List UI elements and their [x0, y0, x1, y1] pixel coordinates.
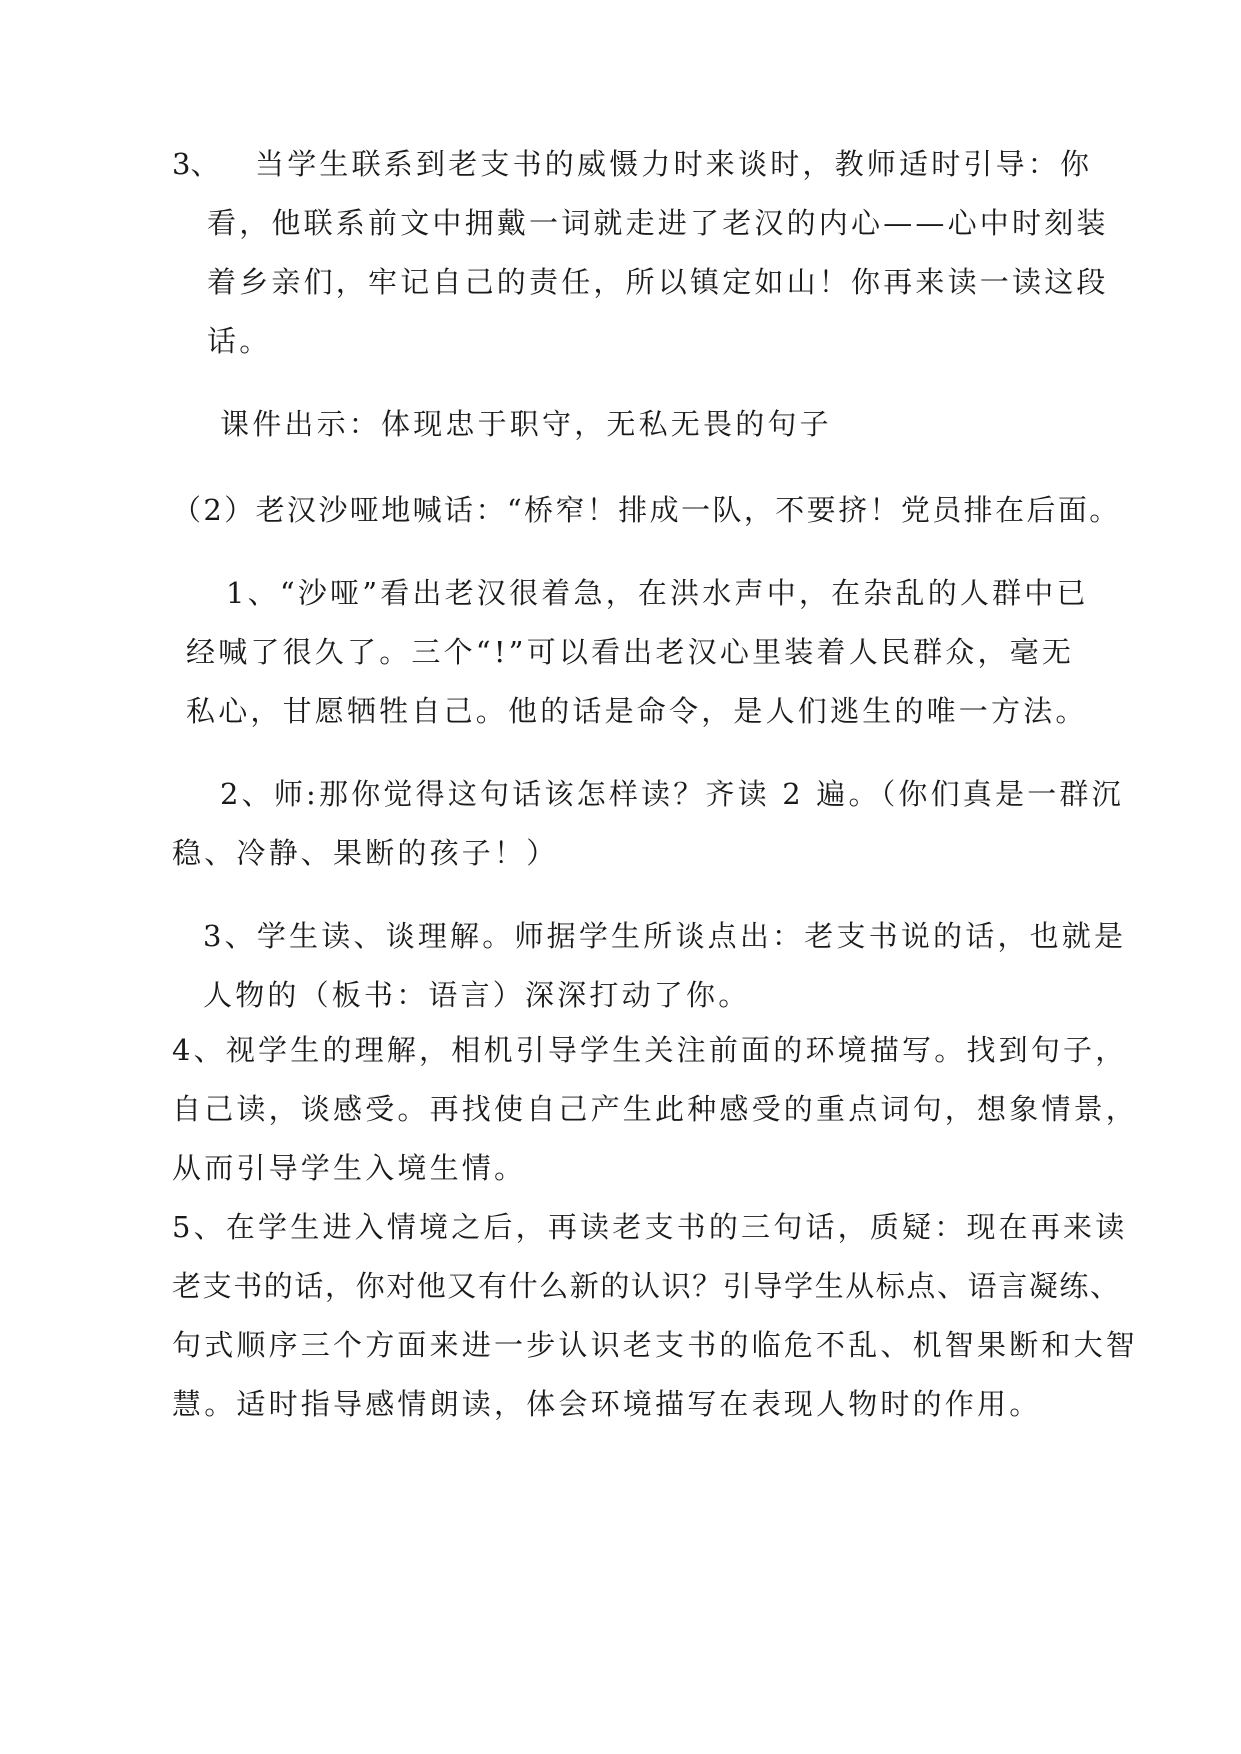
item3-line-2: 看，他联系前文中拥戴一词就走进了老汉的内心——心中时刻装 — [207, 206, 1109, 240]
quote-sentence: （2）老汉沙哑地喊话：“桥窄！排成一队，不要挤！党员排在后面。 — [172, 493, 1121, 527]
point4-line-1: 4、视学生的理解，相机引导学生关注前面的环境描写。找到句子， — [172, 1033, 1128, 1067]
point4-line-2: 自己读，谈感受。再找使自己产生此种感受的重点词句，想象情景， — [172, 1092, 1139, 1126]
point5-line-4: 慧。适时指导感情朗读，体会环境描写在表现人物时的作用。 — [172, 1387, 1042, 1421]
point1-line-3: 私心，甘愿牺牲自己。他的话是命令，是人们逃生的唯一方法。 — [186, 694, 1088, 728]
point4-line-3: 从而引导学生入境生情。 — [172, 1151, 527, 1185]
point3-line-2: 人物的（板书：语言）深深打动了你。 — [203, 978, 751, 1012]
item3-line-4: 话。 — [207, 324, 272, 358]
point3-line-1: 3、学生读、谈理解。师据学生所谈点出：老支书说的话，也就是 — [203, 919, 1127, 953]
point5-line-3: 句式顺序三个方面来进一步认识老支书的临危不乱、机智果断和大智 — [172, 1328, 1139, 1362]
courseware-heading: 课件出示：体现忠于职守，无私无畏的句子 — [220, 407, 832, 441]
point5-line-2: 老支书的话，你对他又有什么新的认识？引导学生从标点、语言凝练、 — [172, 1269, 1121, 1303]
point2-line-1: 2、师:那你觉得这句话该怎样读？齐读 2 遍。（你们真是一群沉 — [220, 777, 1124, 811]
point2-line-2: 稳、冷静、果断的孩子！） — [172, 836, 559, 870]
point5-line-1: 5、在学生进入情境之后，再读老支书的三句话，质疑：现在再来读 — [172, 1210, 1128, 1244]
point1-line-2: 经喊了很久了。三个“!”可以看出老汉心里装着人民群众，毫无 — [186, 635, 1075, 669]
item3-number: 3、 — [172, 147, 220, 181]
item3-line-1: 当学生联系到老支书的威慑力时来谈时，教师适时引导：你 — [255, 147, 1093, 181]
item3-line-3: 着乡亲们，牢记自己的责任，所以镇定如山！你再来读一读这段 — [207, 265, 1109, 299]
point1-line-1: 1、“沙哑”看出老汉很着急，在洪水声中，在杂乱的人群中已 — [226, 576, 1089, 610]
